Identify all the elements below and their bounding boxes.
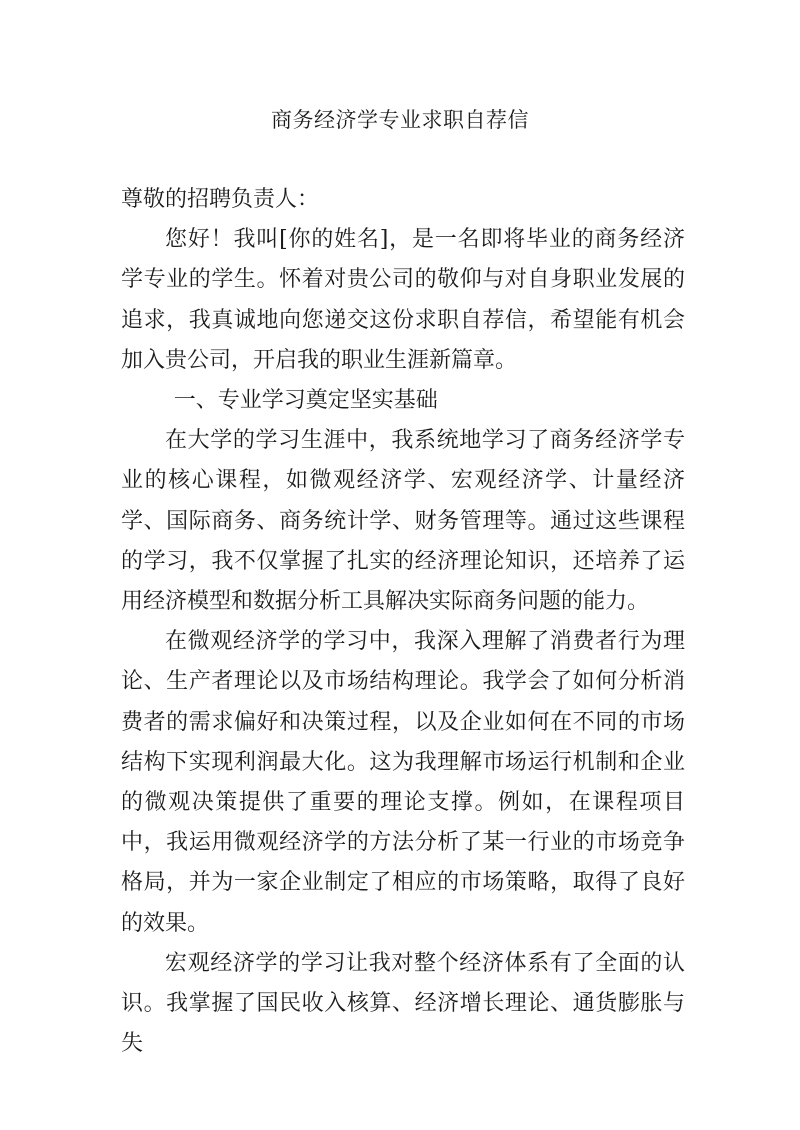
letter-body bbox=[121, 180, 685, 1064]
paragraph-microeconomics: 在微观经济学的学习中，我深入理解了消费者行为理论、生产者理论以及市场结构理论。我学会了如何分析消费者的需求偏好和决策过程，以及企业如何在不同的市场结构下实现利润最大化。这为我理解市场运行机制和企业的微观决策提供了重要的理论支撑。例如，在课程项目中，我运用微观经济学的方法分析了某一行业的市场竞争格局，并为一家企业制定了相应的市场策略，取得了良好的效果。 bbox=[121, 629, 685, 936]
intro-paragraph: 您好！我叫[你的姓名]，是一名即将毕业的商务经济学专业的学生。怀着对贵公司的敬仰与对自身职业发展的追求，我真诚地向您递交这份求职自荐信，希望能有机会加入贵公司，开启我的职业生涯新篇章。 bbox=[121, 227, 685, 373]
section-heading: 一、专业学习奠定坚实基础 bbox=[173, 388, 438, 414]
document-title: 商务经济学专业求职自荐信 bbox=[271, 108, 529, 132]
salutation: 尊敬的招聘负责人： bbox=[121, 187, 320, 212]
paragraph-coursework: 在大学的学习生涯中，我系统地学习了商务经济学专业的核心课程，如微观经济学、宏观经济学、计量经济学、国际商务、商务统计学、财务管理等。通过这些课程的学习，我不仅掌握了扎实的经济理论知识，还培养了运用经济模型和数据分析工具解决实际商务问题的能力。 bbox=[121, 428, 685, 615]
paragraph-macroeconomics: 宏观经济学的学习让我对整个经济体系有了全面的认识。我掌握了国民收入核算、经济增长理论、通货膨胀与失 bbox=[121, 950, 685, 1057]
